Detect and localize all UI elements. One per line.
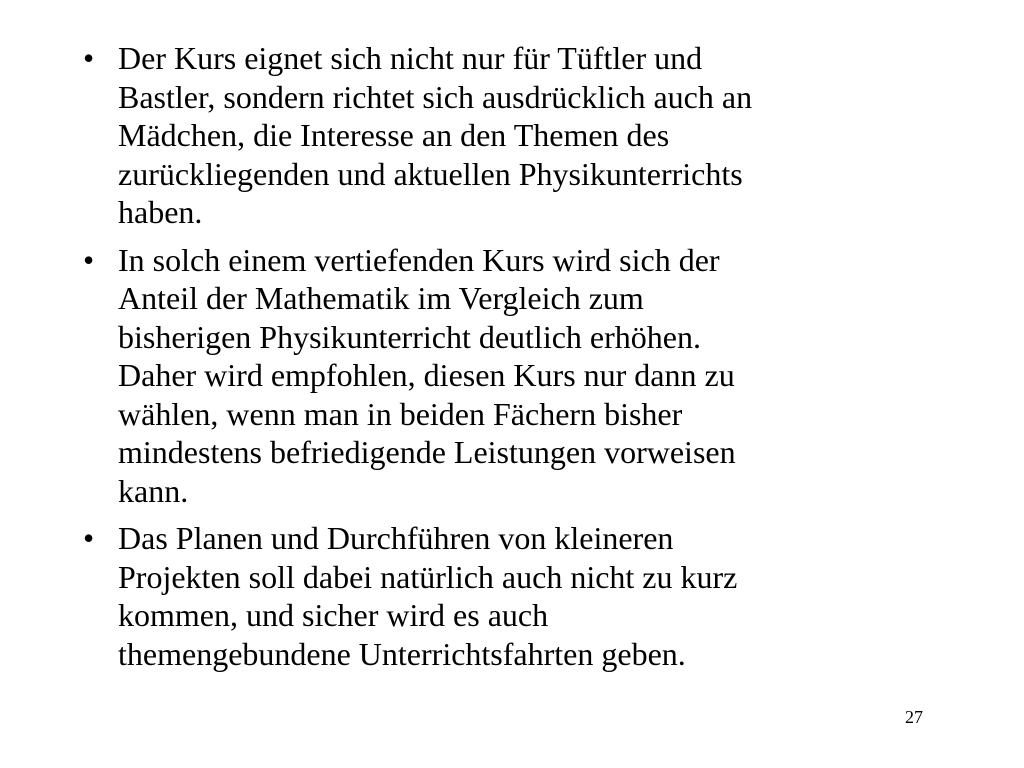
bullet-list [83,39,923,682]
bullet-text-line: bisherigen Physikunterricht deutlich erhöhen. [118,318,701,355]
bullet-text-line: kommen, und sicher wird es auch [118,597,549,633]
bullet-text-line: haben. [118,194,203,230]
bullet-marker-icon: • [83,40,95,76]
bullet-item-1 [83,39,923,232]
bullet-text-line: wählen, wenn man in beiden Fächern bisher [118,395,683,432]
bullet-text-line: Das Planen und Durchführen von kleineren [118,520,674,556]
bullet-marker-icon: • [83,520,95,556]
bullet-text-line: themengebundene Unterrichtsfahrten geben. [118,635,686,672]
bullet-text-line: Anteil der Mathematik im Vergleich zum [118,280,644,316]
bullet-text-line: Mädchen, die Interesse an den Themen des [118,117,670,153]
bullet-text-line: Bastler, sondern richtet sich ausdrücklich auch an [118,78,753,115]
bullet-text-line: mindestens befriedigende Leistungen vorweisen [118,434,736,470]
slide-number: 27 [905,707,923,727]
bullet-text-line: In solch einem vertiefenden Kurs wird sich der [118,241,720,278]
bullet-item-2 [83,241,923,511]
bullet-item-3 [83,519,923,673]
bullet-text-line: Daher wird empfohlen, diesen Kurs nur dann zu [118,357,735,393]
bullet-text-line: zurückliegenden und aktuellen Physikunterrichts [118,155,743,192]
bullet-marker-icon: • [83,241,95,278]
bullet-text-line: Projekten soll dabei natürlich auch nicht zu kurz [118,558,738,595]
bullet-text-line: kann. [118,472,189,509]
bullet-text-line: Der Kurs eignet sich nicht nur für Tüftler und [118,40,703,76]
